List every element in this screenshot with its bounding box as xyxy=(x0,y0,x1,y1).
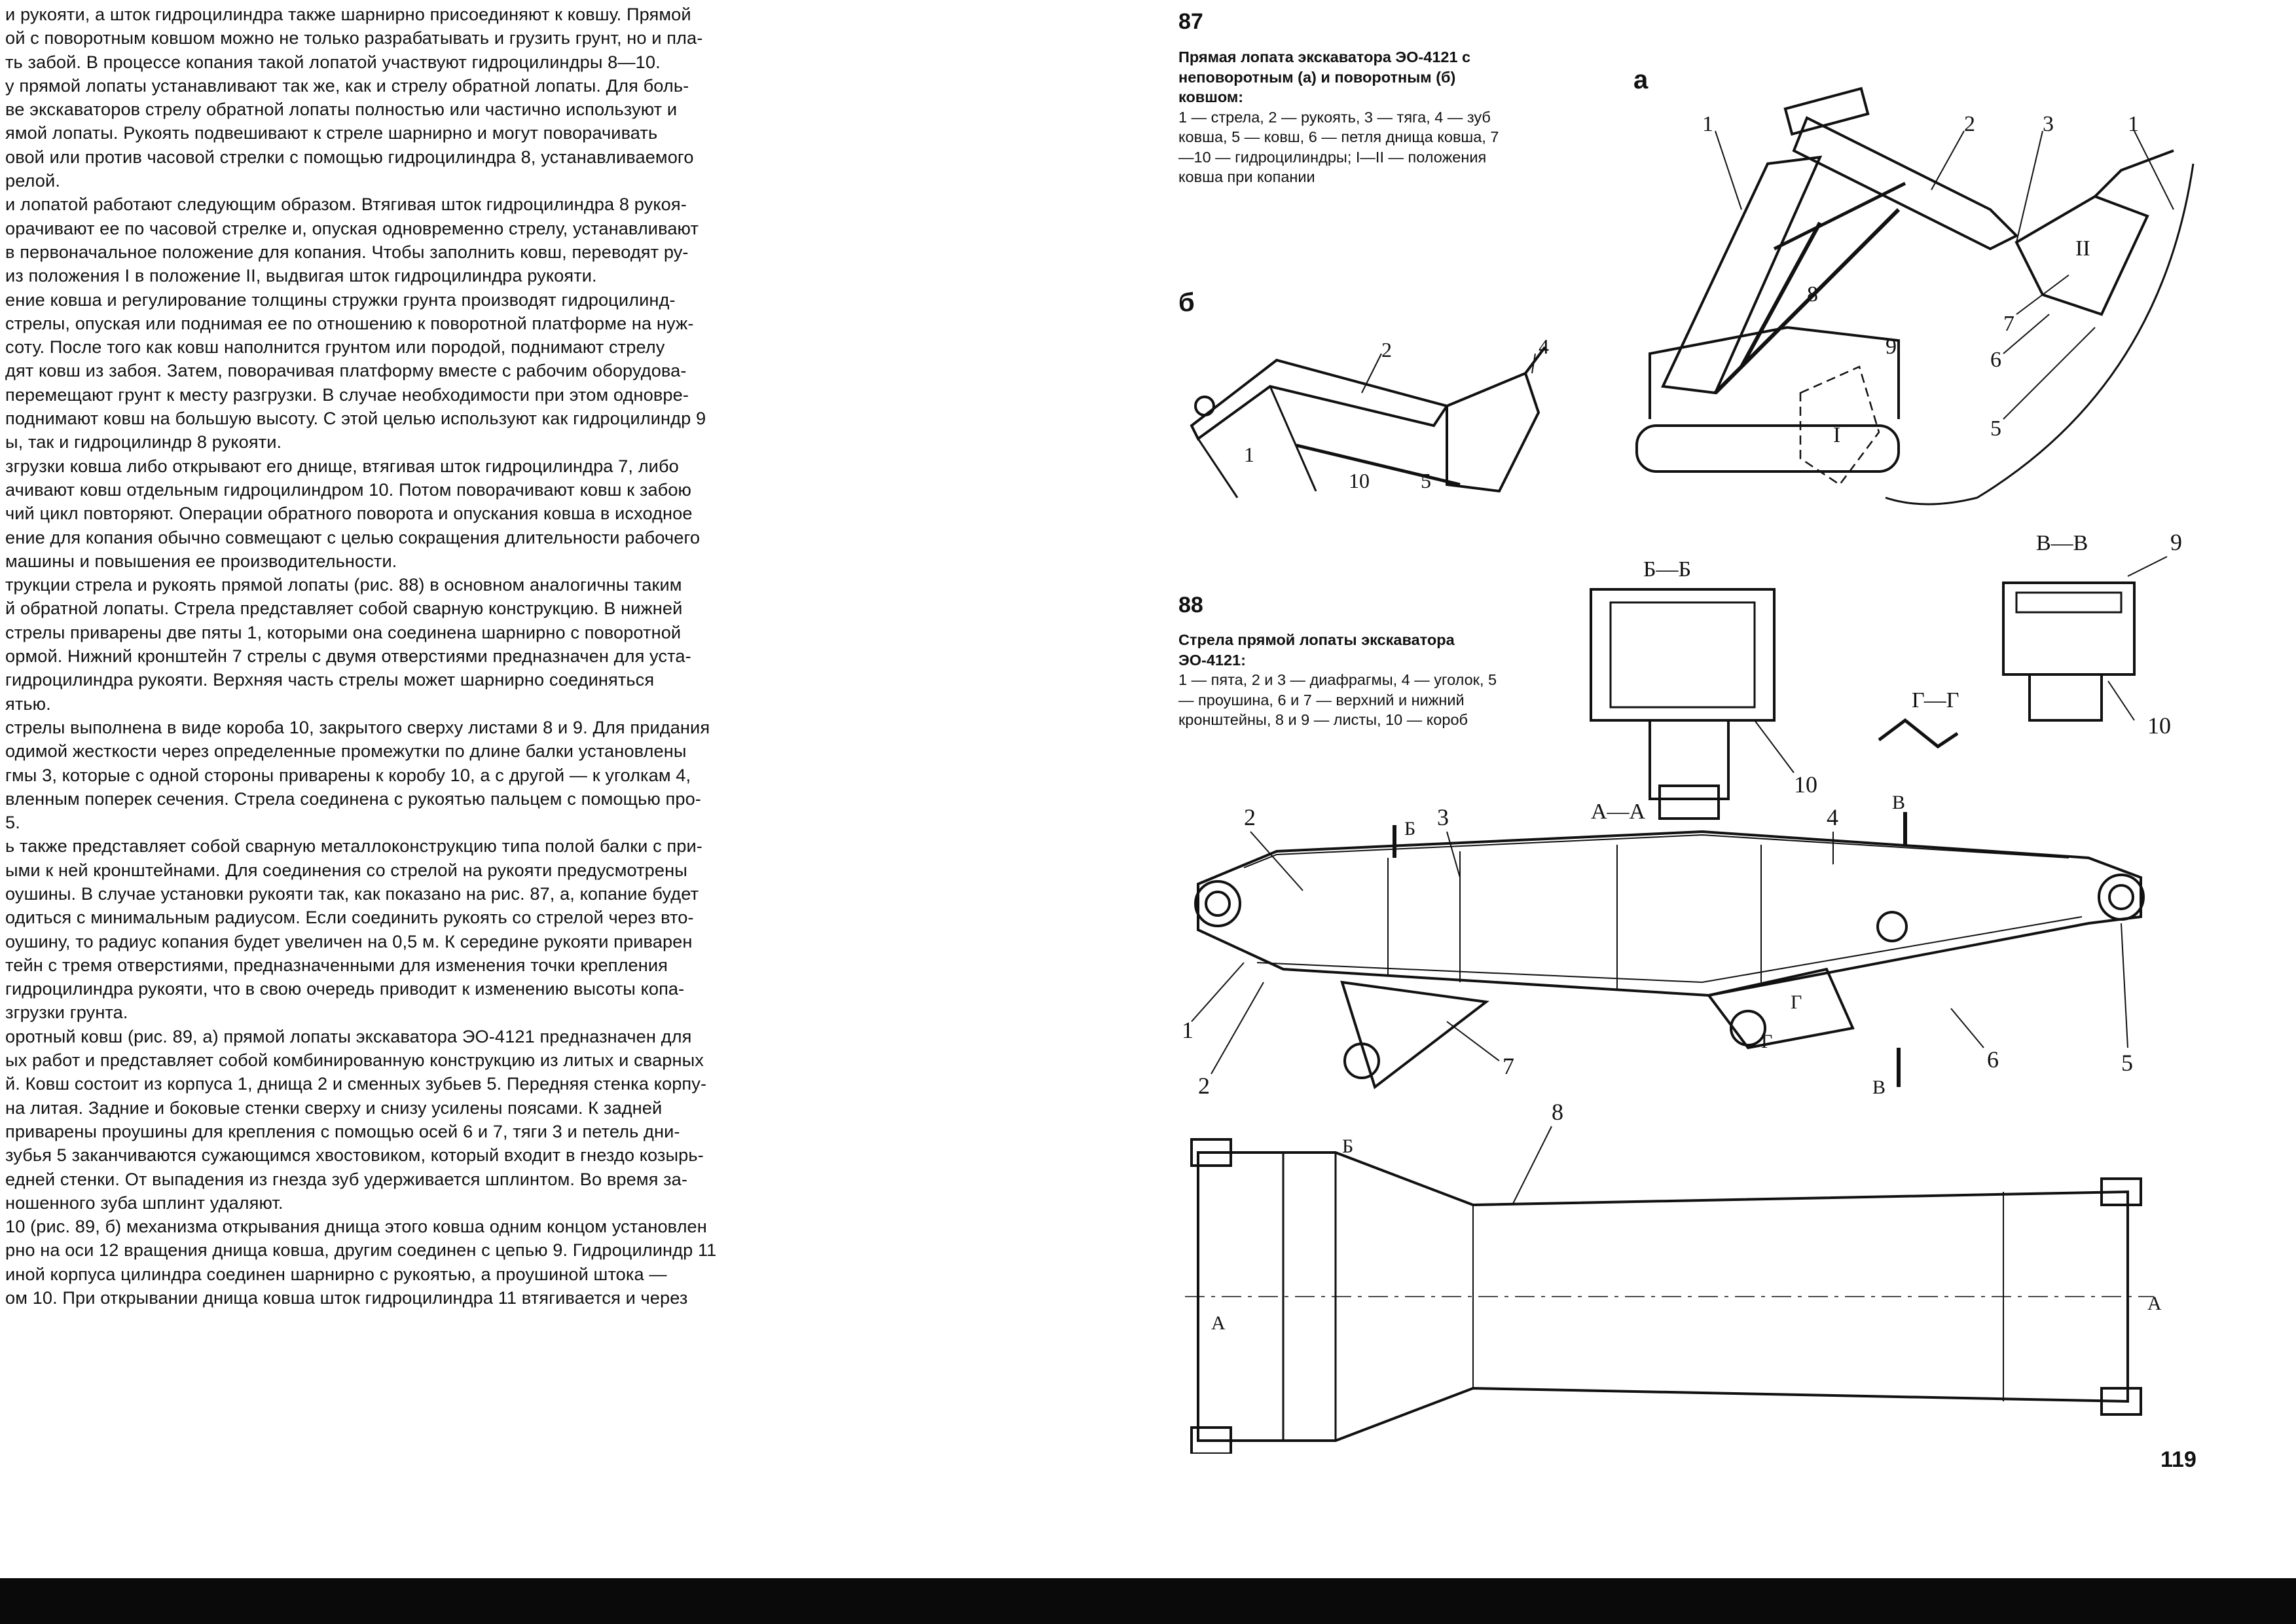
leader-line xyxy=(1447,832,1460,877)
section-bb-box xyxy=(1591,589,1774,720)
boom-support xyxy=(1270,386,1316,491)
bucket-b xyxy=(1447,373,1539,491)
text-line: ой с поворотным ковшом можно не только разрабатывать и грузить грунт, но и пла- xyxy=(5,28,703,48)
leader-line xyxy=(2108,681,2134,720)
text-line: стрелы, опуская или поднимая ее по отношению к поворотной платформе на нуж- xyxy=(5,312,694,333)
figure-88-legend: 1 — пята, 2 и 3 — диафрагмы, 4 — уголок, 5 — проушина, 6 и 7 — верхний и нижний кронштейны, 8 и 9 — листы, 10 — короб xyxy=(1178,671,1497,728)
leader-line xyxy=(2016,131,2043,242)
callout-label: 1 xyxy=(1244,443,1254,466)
callout-label: 2 xyxy=(1964,112,1975,136)
text-line: машины и повышения ее производительности. xyxy=(5,550,397,571)
cut-mark-label: В xyxy=(1872,1077,1886,1098)
boom-b xyxy=(1192,360,1447,439)
leader-line xyxy=(1951,1008,1984,1048)
text-line: гидроцилиндра рукояти. Верхняя часть стрелы может шарнирно соединяться xyxy=(5,669,655,690)
boom-hole xyxy=(1878,912,1906,941)
callout-label: 7 xyxy=(1503,1053,1514,1079)
figure-87-legend: 1 — стрела, 2 — рукоять, 3 — тяга, 4 — зуб ковша, 5 — ковш, 6 — петля днища ковша, 7—10 — гидроцилиндры; I—II — положения ковша при копании xyxy=(1178,108,1499,185)
callout-label: 1 xyxy=(1702,112,1713,136)
section-vv-box xyxy=(2003,583,2134,674)
callout-label: 6 xyxy=(1990,348,2001,372)
page-number: 119 xyxy=(2160,1447,2196,1472)
callout-label: 5 xyxy=(1421,469,1431,492)
boom-support xyxy=(1198,439,1237,498)
text-line: иной корпуса цилиндра соединен шарнирно с рукоятью, а проушиной штока — xyxy=(5,1263,667,1284)
cut-mark-label: Г xyxy=(1761,1031,1773,1052)
figure-87-label-b: б xyxy=(1178,288,1195,317)
text-line: ом 10. При открывании днища ковша шток гидроцилиндра 11 втягивается и через xyxy=(5,1287,688,1308)
callout-label: 10 xyxy=(1349,469,1370,492)
figure-88-number: 88 xyxy=(1178,593,1203,618)
text-line: ятью. xyxy=(5,693,51,714)
section-label-gg: Г—Г xyxy=(1912,688,1959,712)
cut-mark-label: В xyxy=(1892,792,1906,813)
text-line: гидроцилиндра рукояти, что в свою очередь приводит к изменению высоты копа- xyxy=(5,978,685,999)
boom xyxy=(1663,157,1820,393)
text-line: ение для копания обычно совмещают с целью сокращения длительности рабочего xyxy=(5,526,701,547)
leader-line xyxy=(1447,1022,1499,1061)
callout-label: 10 xyxy=(1794,771,1817,798)
text-line: ормой. Нижний кронштейн 7 стрелы с двумя отверстиями предназначен для уста- xyxy=(5,646,691,667)
leader-line xyxy=(1250,832,1303,891)
text-line: поднимают ковш на большую высоту. С этой целью используют как гидроцилиндр 9 xyxy=(5,408,706,429)
section-vv-bracket xyxy=(2030,674,2102,720)
text-line: из положения I в положение II, выдвигая шток гидроцилиндра рукояти. xyxy=(5,265,597,286)
callout-label: 1 xyxy=(1182,1017,1194,1043)
text-line: оротный ковш (рис. 89, а) прямой лопаты экскаватора ЭО-4121 предназначен для xyxy=(5,1025,692,1046)
boom-side-view xyxy=(1198,832,2141,995)
callout-label: 9 xyxy=(2170,529,2182,555)
section-gg-angle xyxy=(1879,720,1958,747)
text-line: й обратной лопаты. Стрела представляет собой сварную конструкцию. В нижней xyxy=(5,598,683,619)
section-label-bb: Б—Б xyxy=(1643,557,1692,581)
crawler-track xyxy=(1637,426,1899,471)
leader-line xyxy=(2016,275,2069,314)
leader-line xyxy=(2128,557,2167,576)
text-line: релой. xyxy=(5,170,60,191)
figure-87-label-a: а xyxy=(1633,65,1649,94)
text-line: ых работ и представляет собой комбинированную конструкцию из литых и сварных xyxy=(5,1050,704,1071)
text-line: оушину, то радиус копания будет увеличен на 0,5 м. К середине рукояти приварен xyxy=(5,931,693,951)
text-line: в первоначальное положение для копания. Чтобы заполнить ковш, переводят ру- xyxy=(5,241,689,262)
text-line: ачивают ковш отдельным гидроцилиндром 10. Потом поворачивают ковш к забою xyxy=(5,479,692,500)
section-bb-pin xyxy=(1660,786,1719,819)
text-line: приварены проушины для крепления с помощью осей 6 и 7, тяги 3 и петель дни- xyxy=(5,1120,680,1141)
text-line: орачивают ее по часовой стрелке и, опуская одновременно стрелу, устанавливают xyxy=(5,217,699,238)
figure-87-caption xyxy=(1178,47,1499,187)
boom-top-sheet xyxy=(1244,835,2069,868)
text-line: ношенного зуба шплинт удаляют. xyxy=(5,1192,283,1213)
cut-mark-label: Б xyxy=(1404,818,1416,840)
leader-line xyxy=(2121,923,2128,1048)
text-line: и рукояти, а шток гидроцилиндра также шарнирно присоединяют к ковшу. Прямой xyxy=(5,4,691,24)
section-vv-top xyxy=(2016,593,2121,612)
text-line: ение ковша и регулирование толщины стружки грунта производят гидроцилинд- xyxy=(5,289,676,310)
leader-line xyxy=(1715,131,1741,210)
callout-label: 4 xyxy=(1539,335,1549,358)
callout-label: 1 xyxy=(2128,112,2139,136)
text-line: одимой жесткости через определенные промежутки по длине балки установлены xyxy=(5,741,687,762)
text-line: й. Ковш состоит из корпуса 1, днища 2 и сменных зубьев 5. Передняя стенка корпу- xyxy=(5,1073,707,1094)
callout-label: II xyxy=(2075,236,2090,261)
callout-label: 9 xyxy=(1886,335,1897,359)
text-line: трукции стрела и рукоять прямой лопаты (рис. 88) в основном аналогичны таким xyxy=(5,574,682,595)
text-line: дят ковш из забоя. Затем, поворачивая платформу вместе с рабочим оборудова- xyxy=(5,360,687,381)
cut-mark-label: Г xyxy=(1791,991,1802,1013)
figure-87-title: Прямая лопата экскаватора ЭО-4121 с неповоротным (а) и поворотным (б) ковшом: xyxy=(1178,48,1471,105)
callout-label: 8 xyxy=(1552,1099,1563,1125)
callout-label: 10 xyxy=(2147,712,2171,739)
callout-label: 6 xyxy=(1987,1046,1999,1073)
bracket-hole xyxy=(1731,1011,1765,1045)
section-bb-inner xyxy=(1611,602,1755,707)
text-line: соту. После того как ковш наполнится грунтом или породой, поднимают стрелу xyxy=(5,337,665,358)
figure-88-title: Стрела прямой лопаты экскаватора ЭО-4121: xyxy=(1178,631,1455,669)
text-line: едней стенки. От выпадения из гнезда зуб удерживается шплинтом. Во время за- xyxy=(5,1168,688,1189)
heel-hole-inner xyxy=(1206,892,1230,915)
cut-mark-label: Б xyxy=(1342,1135,1354,1157)
section-label-vv: В—В xyxy=(2036,531,2088,555)
figure-87a-drawing xyxy=(1624,79,2200,511)
scan-border xyxy=(0,1578,2296,1624)
cut-mark-label: А xyxy=(1211,1312,1226,1334)
leader-line xyxy=(1755,720,1794,773)
text-line: ть забой. В процессе копания такой лопатой участвуют гидроцилиндры 8—10. xyxy=(5,51,661,72)
figure-87b-drawing xyxy=(1185,334,1591,504)
text-line: ь также представляет собой сварную металлоконструкцию типа полой балки с при- xyxy=(5,836,702,857)
text-line: 5. xyxy=(5,812,20,833)
text-line: 10 (рис. 89, б) механизма открывания днища этого ковша одним концом установлен xyxy=(5,1216,707,1237)
text-line: одиться с минимальным радиусом. Если соединить рукоять со стрелой через вто- xyxy=(5,907,694,928)
text-line: у прямой лопаты устанавливают так же, как и стрелу обратной лопаты. Для боль- xyxy=(5,75,689,96)
callout-label: 4 xyxy=(1827,804,1838,830)
text-line: стрелы приварены две пяты 1, которыми она соединена шарнирно с поворотной xyxy=(5,621,682,642)
text-line: овой или против часовой стрелки с помощью гидроцилиндра 8, устанавливаемого xyxy=(5,146,694,167)
callout-label: 2 xyxy=(1198,1073,1210,1099)
leader-line xyxy=(2134,131,2174,210)
cylinder-10 xyxy=(1296,445,1460,485)
text-line: чий цикл повторяют. Операции обратного поворота и опускания ковша в исходное xyxy=(5,503,693,524)
text-line: перемещают грунт к месту разгрузки. В случае необходимости при этом одновре- xyxy=(5,384,689,405)
heel-joint xyxy=(1195,397,1214,415)
lug-hole-inner xyxy=(2109,885,2133,909)
left-page xyxy=(0,0,956,1493)
callout-label: 2 xyxy=(1244,804,1256,830)
text-line: ямой лопаты. Рукоять подвешивают к стреле шарнирно и могут поворачивать xyxy=(5,122,658,143)
callout-label: 3 xyxy=(2043,112,2054,136)
callout-label: 7 xyxy=(2003,312,2014,336)
text-line: оушины. В случае установки рукояти так, как показано на рис. 87, а, копание будет xyxy=(5,883,699,904)
text-line: тейн с тремя отверстиями, предназначенными для изменения точки крепления xyxy=(5,954,668,975)
leader-line xyxy=(1512,1126,1552,1205)
chassis-body xyxy=(1650,327,1899,419)
text-line: згрузки грунта. xyxy=(5,1002,128,1023)
boom-bottom-sheet xyxy=(1257,917,2082,982)
callout-label: 5 xyxy=(1990,416,2001,441)
figure-87-number: 87 xyxy=(1178,9,1203,34)
text-line: рно на оси 12 вращения днища ковша, другим соединен с цепью 9. Гидроцилиндр 11 xyxy=(5,1240,717,1261)
text-line: ве экскаваторов стрелу обратной лопаты полностью или частично используют и xyxy=(5,99,678,120)
cut-mark-label: А xyxy=(2147,1293,2162,1314)
text-line: гмы 3, которые с одной стороны приварены к коробу 10, а с другой — к уголкам 4, xyxy=(5,764,691,785)
text-line: вленным поперек сечения. Стрела соединена с рукоятью пальцем с помощью про- xyxy=(5,788,701,809)
text-line: ы, так и гидроцилиндр 8 рукояти. xyxy=(5,432,282,452)
leader-line xyxy=(1192,963,1244,1022)
section-label-aa: А—А xyxy=(1591,800,1646,824)
callout-label: I xyxy=(1833,423,1841,447)
body-text xyxy=(5,3,938,1310)
text-line: и лопатой работают следующим образом. Втягивая шток гидроцилиндра 8 рукоя- xyxy=(5,194,687,215)
heel-hole xyxy=(1195,881,1240,926)
text-line: ыми к ней кронштейнами. Для соединения со стрелой на рукояти предусмотрены xyxy=(5,859,687,880)
callout-label: 5 xyxy=(2121,1050,2133,1076)
callout-label: 8 xyxy=(1807,282,1818,306)
callout-label: 2 xyxy=(1381,338,1392,361)
bucket-tooth xyxy=(2095,151,2174,196)
figure-88-drawing xyxy=(1172,524,2193,1454)
leader-line xyxy=(1211,982,1264,1074)
text-line: зубья 5 заканчиваются сужающимся хвостовиком, который входит в гнездо козырь- xyxy=(5,1145,704,1166)
callout-label: 3 xyxy=(1437,804,1449,830)
leader-line xyxy=(1931,131,1964,190)
text-line: стрелы выполнена в виде короба 10, закрытого сверху листами 8 и 9. Для придания xyxy=(5,716,710,737)
text-line: згрузки ковша либо открывают его днище, втягивая шток гидроцилиндра 7, либо xyxy=(5,455,679,476)
text-line: на литая. Задние и боковые стенки сверху и снизу усилены поясами. К задней xyxy=(5,1097,663,1118)
lug-hole xyxy=(2099,875,2143,919)
